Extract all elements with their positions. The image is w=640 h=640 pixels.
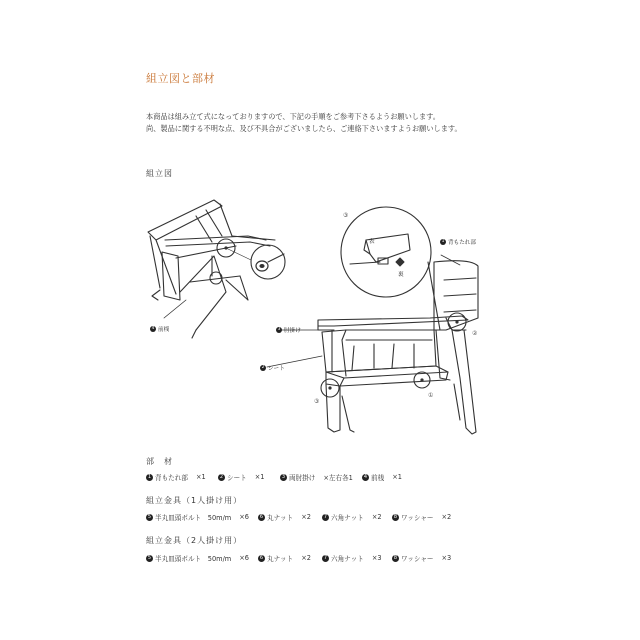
hardware-item <box>392 553 451 563</box>
bolt-insertion-detail <box>350 234 410 266</box>
page-title: 組立図と部材 <box>146 72 215 85</box>
callout-number-2: 2 <box>261 365 265 370</box>
callout-back-part-label: 背もたれ部 <box>448 240 476 246</box>
callout-number-3: 3 <box>277 327 281 332</box>
hardware-number: 8 <box>393 554 398 561</box>
hardware-item <box>392 512 451 522</box>
hardware-number: 7 <box>323 513 328 520</box>
hardware-item <box>322 512 382 522</box>
hardware-number: 5 <box>147 513 152 520</box>
callout-front-leg <box>150 325 169 333</box>
diagram-heading: 組立図 <box>146 169 173 178</box>
hardware-qty: ×2 <box>301 513 311 521</box>
bolt-washer-detail <box>256 254 284 271</box>
hardware-qty: ×3 <box>371 554 382 562</box>
part-item <box>362 472 402 482</box>
hardware-qty: ×6 <box>239 554 249 562</box>
part-number: 2 <box>219 473 224 480</box>
hardware-number: 7 <box>323 554 328 561</box>
hardware-name: 丸ナット <box>267 514 294 522</box>
part-qty: ×1 <box>195 473 206 481</box>
hardware-name: 半丸皿頭ボルト 50m/m <box>155 514 232 522</box>
hardware-qty: ×2 <box>441 513 452 521</box>
callout-back-side: 裏 <box>398 272 404 278</box>
hardware-qty: ×2 <box>371 513 382 521</box>
callout-number-1: 1 <box>441 239 445 244</box>
hardware-number: 8 <box>393 513 398 520</box>
intro-line-1: 本商品は組み立て式になっておりますので、下記の手順をご参考下さるようお願いします。 <box>146 112 440 121</box>
hardware-2-heading: 組立金具（2人掛け用） <box>146 536 243 545</box>
hardware-qty: ×6 <box>239 513 249 521</box>
callout-front-side: 表 <box>369 239 375 245</box>
hardware-qty: ×3 <box>441 554 452 562</box>
part-number: 1 <box>147 473 152 480</box>
hardware-item <box>258 553 311 563</box>
hardware-item <box>146 512 249 522</box>
callout-seat <box>260 364 285 372</box>
hardware-name: 半丸皿頭ボルト 50m/m <box>155 555 232 563</box>
callout-armrest-label: 肘掛け <box>284 328 301 334</box>
hardware-name: ワッシャー <box>401 555 434 563</box>
part-qty: ×1 <box>254 473 265 481</box>
callout-armrest <box>276 326 301 334</box>
part-name: 両肘掛け <box>289 474 316 482</box>
hardware-item <box>258 512 311 522</box>
detail-ref-3: ③ <box>343 212 349 219</box>
callout-number-4: 4 <box>151 326 155 331</box>
intro-line-2: 尚、製品に関する不明な点、及び不具合がございましたら、ご連絡下さいますようお願いします。 <box>146 124 462 133</box>
part-number: 3 <box>281 473 286 480</box>
parts-heading: 部 材 <box>146 457 173 466</box>
armchair-illustration <box>318 261 478 434</box>
part-number: 4 <box>363 473 368 480</box>
inverted-chair-illustration <box>148 200 275 338</box>
hardware-name: 六角ナット <box>331 514 364 522</box>
callout-back-part <box>440 238 476 246</box>
callout-seat-label: シート <box>268 366 285 372</box>
part-qty: ×左右各1 <box>323 474 353 482</box>
part-name: シート <box>227 474 247 482</box>
hardware-number: 6 <box>259 554 264 561</box>
part-qty: ×1 <box>392 473 402 481</box>
ref-3: ③ <box>314 398 320 405</box>
hardware-name: ワッシャー <box>401 514 434 522</box>
part-item <box>146 472 206 482</box>
ref-2: ② <box>472 330 478 337</box>
hardware-number: 6 <box>259 513 264 520</box>
ref-1: ① <box>428 392 434 399</box>
part-item <box>218 472 265 482</box>
callout-front-leg-label: 前桟 <box>158 327 170 333</box>
hardware-qty: ×2 <box>301 554 311 562</box>
part-item <box>280 472 353 482</box>
part-name: 前桟 <box>371 474 385 482</box>
hardware-name: 六角ナット <box>331 555 364 563</box>
part-name: 背もたれ部 <box>155 474 188 482</box>
hardware-number: 5 <box>147 554 152 561</box>
hardware-1-heading: 組立金具（1人掛け用） <box>146 496 243 505</box>
hardware-item <box>146 553 249 563</box>
hardware-name: 丸ナット <box>267 555 294 563</box>
hardware-item <box>322 553 382 563</box>
